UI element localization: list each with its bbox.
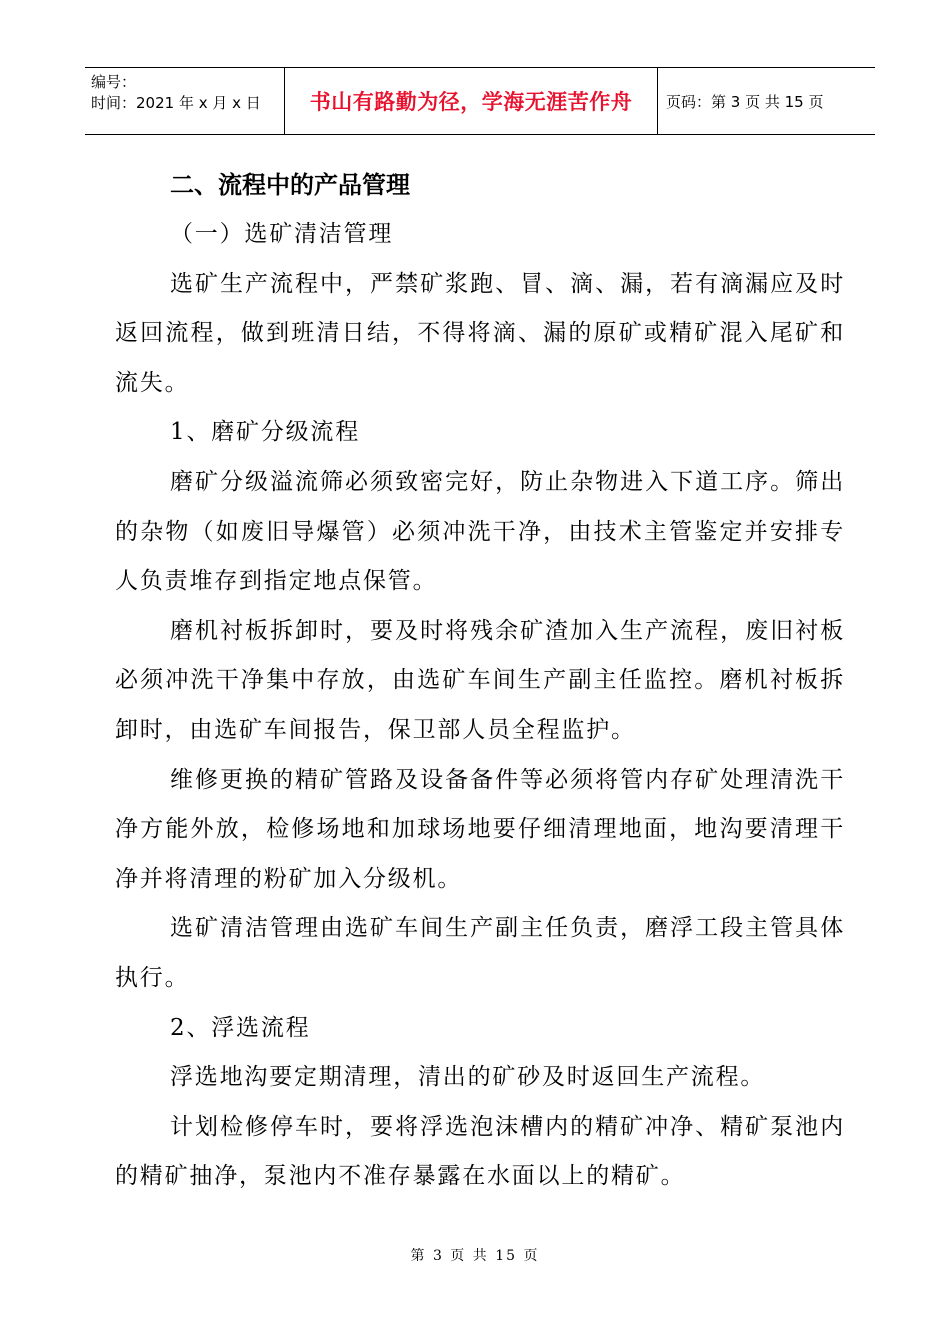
- page-footer: 第 3 页 共 15 页: [410, 1248, 540, 1264]
- item-heading: 2、浮选流程: [170, 1014, 311, 1041]
- page-header: [85, 67, 875, 135]
- paragraph: 计划检修停车时，要将浮选泡沫槽内的精矿冲净、精矿泵池内的精矿抽净，泵池内不准存暴露在水面以上的精矿。: [115, 1113, 845, 1190]
- paragraph: 浮选地沟要定期清理，清出的矿砂及时返回生产流程。: [170, 1064, 766, 1091]
- paragraph: 选矿清洁管理由选矿车间生产副主任负责，磨浮工段主管具体执行。: [115, 915, 845, 991]
- number-label: 编号：: [91, 73, 137, 91]
- paragraph: 维修更换的精矿管路及设备备件等必须将管内存矿处理清洗干净方能外放，检修场地和加球场地要仔细清理地面，地沟要清理干净并将清理的粉矿加入分级机。: [115, 766, 845, 892]
- header-page-label: 页码：第 3 页 共 15 页: [666, 92, 824, 111]
- document-body: [115, 160, 845, 1202]
- paragraph: 选矿生产流程中，严禁矿浆跑、冒、滴、漏，若有滴漏应及时返回流程，做到班清日结，不得将滴、漏的原矿或精矿混入尾矿和流失。: [115, 270, 845, 396]
- paragraph: 磨矿分级溢流筛必须致密完好，防止杂物进入下道工序。筛出的杂物（如废旧导爆管）必须冲洗干净，由技术主管鉴定并安排专人负责堆存到指定地点保管。: [115, 468, 845, 595]
- item-heading: 1、磨矿分级流程: [170, 419, 361, 446]
- header-meta: [85, 68, 285, 134]
- subsection-title: （一）选矿清洁管理: [170, 221, 394, 247]
- header-motto: 书山有路勤为径，学海无涯苦作舟: [285, 68, 658, 134]
- paragraph: 磨机衬板拆卸时，要及时将残余矿渣加入生产流程，废旧衬板必须冲洗干净集中存放，由选矿车间生产副主任监控。磨机衬板拆卸时，由选矿车间报告，保卫部人员全程监护。: [115, 617, 845, 743]
- section-title: 二、流程中的产品管理: [170, 171, 410, 199]
- time-label: 时间：2021 年 x 月 x 日: [91, 94, 261, 112]
